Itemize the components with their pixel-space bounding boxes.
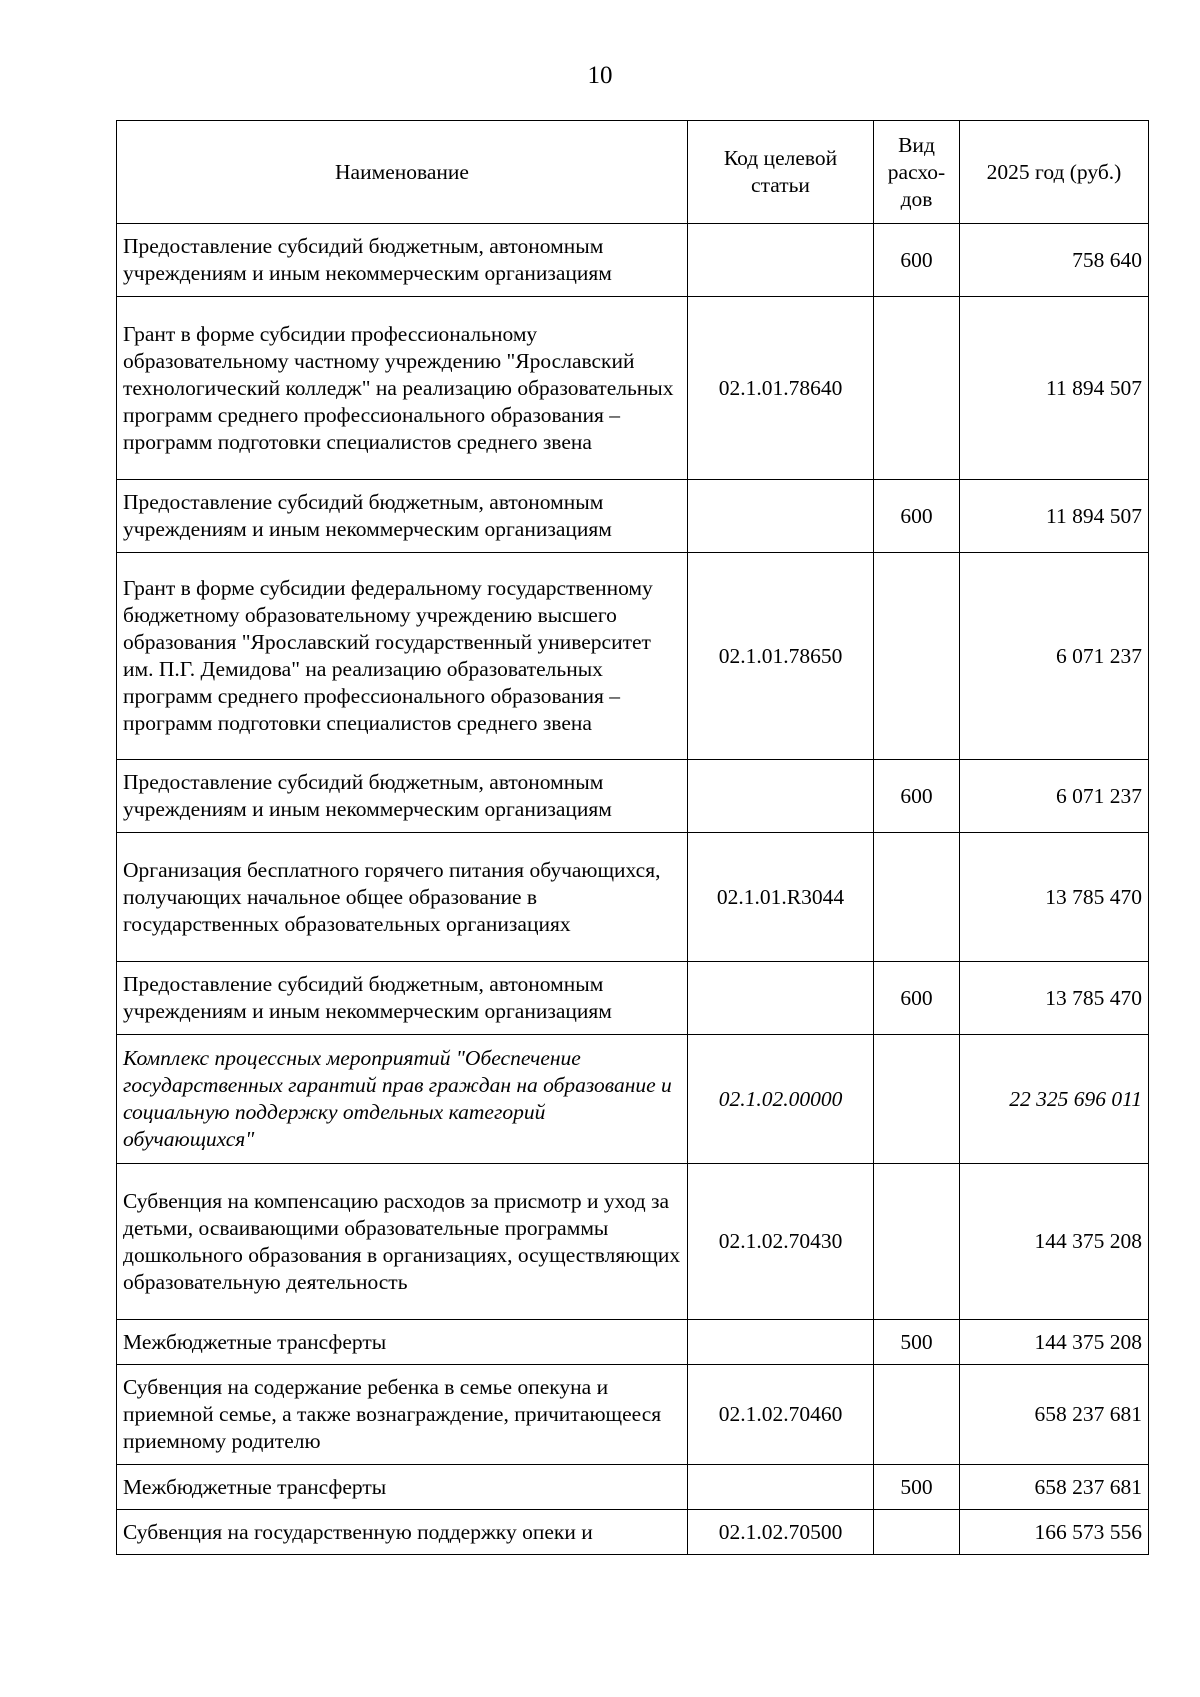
row-type [874,1510,960,1555]
row-type [874,297,960,480]
row-amount: 6 071 237 [960,760,1149,833]
table-row [117,1320,1149,1365]
row-amount: 22 325 696 011 [960,1035,1149,1164]
page-number: 10 [587,62,613,89]
row-name: Грант в форме субсидии федеральному государственному бюджетному образовательному учреждению высшего образования "Ярославский государственный университет им. П.Г. Демидова" на реализацию образовательных программ среднего профессионального образования – программ подготовки специалистов среднего звена [117,553,688,760]
row-name: Субвенция на содержание ребенка в семье опекуна и приемной семье, а также вознаграждение, причитающееся приемному родителю [117,1365,688,1465]
row-code [688,1320,874,1365]
row-amount: 13 785 470 [960,962,1149,1035]
row-code: 02.1.02.70430 [688,1164,874,1320]
table-row [117,224,1149,297]
row-name: Грант в форме субсидии профессиональному образовательному частному учреждению "Ярославский технологический колледж" на реализацию образовательных программ среднего профессионального образования – программ подготовки специалистов среднего звена [117,297,688,480]
budget-table [116,120,1149,1555]
row-amount: 13 785 470 [960,833,1149,962]
row-amount: 11 894 507 [960,480,1149,553]
row-amount: 6 071 237 [960,553,1149,760]
table-row [117,480,1149,553]
row-code: 02.1.01.78650 [688,553,874,760]
row-amount: 658 237 681 [960,1465,1149,1510]
row-name: Предоставление субсидий бюджетным, автономным учреждениям и иным некоммерческим организациям [117,760,688,833]
header-name: Наименование [117,121,688,224]
row-type: 500 [874,1320,960,1365]
row-code [688,224,874,297]
row-code: 02.1.02.70460 [688,1365,874,1465]
row-code [688,1465,874,1510]
row-type [874,1035,960,1164]
row-type: 600 [874,760,960,833]
row-code [688,760,874,833]
row-name: Субвенция на компенсацию расходов за присмотр и уход за детьми, осваивающими образовательные программы дошкольного образования в организациях, осуществляющих образовательную деятельность [117,1164,688,1320]
row-amount: 144 375 208 [960,1320,1149,1365]
row-name: Организация бесплатного горячего питания обучающихся, получающих начальное общее образование в государственных образовательных организациях [117,833,688,962]
row-amount: 166 573 556 [960,1510,1149,1555]
table-row [117,1164,1149,1320]
row-type [874,833,960,962]
table-row [117,553,1149,760]
row-name: Предоставление субсидий бюджетным, автономным учреждениям и иным некоммерческим организациям [117,224,688,297]
row-type: 500 [874,1465,960,1510]
table-row [117,1035,1149,1164]
table-row [117,1510,1149,1555]
row-code: 02.1.02.70500 [688,1510,874,1555]
row-code [688,962,874,1035]
table-header-row [117,121,1149,224]
table-row [117,760,1149,833]
row-type: 600 [874,962,960,1035]
table-row [117,1365,1149,1465]
row-amount: 144 375 208 [960,1164,1149,1320]
row-amount: 658 237 681 [960,1365,1149,1465]
row-name: Субвенция на государственную поддержку опеки и [117,1510,688,1555]
row-name: Межбюджетные трансферты [117,1465,688,1510]
row-code: 02.1.02.00000 [688,1035,874,1164]
table-row [117,833,1149,962]
row-type [874,1164,960,1320]
row-type: 600 [874,224,960,297]
row-code: 02.1.01.78640 [688,297,874,480]
header-amount: 2025 год (руб.) [960,121,1149,224]
row-type [874,553,960,760]
row-code: 02.1.01.R3044 [688,833,874,962]
table-row [117,1465,1149,1510]
row-type [874,1365,960,1465]
row-name: Межбюджетные трансферты [117,1320,688,1365]
row-code [688,480,874,553]
row-name: Комплекс процессных мероприятий "Обеспечение государственных гарантий прав граждан на образование и социальную поддержку отдельных категорий обучающихся" [117,1035,688,1164]
row-amount: 11 894 507 [960,297,1149,480]
table-row [117,962,1149,1035]
row-name: Предоставление субсидий бюджетным, автономным учреждениям и иным некоммерческим организациям [117,480,688,553]
table-row [117,297,1149,480]
row-type: 600 [874,480,960,553]
row-name: Предоставление субсидий бюджетным, автономным учреждениям и иным некоммерческим организациям [117,962,688,1035]
row-amount: 758 640 [960,224,1149,297]
header-code: Код целевой статьи [688,121,874,224]
header-type: Вид расхо-дов [874,121,960,224]
